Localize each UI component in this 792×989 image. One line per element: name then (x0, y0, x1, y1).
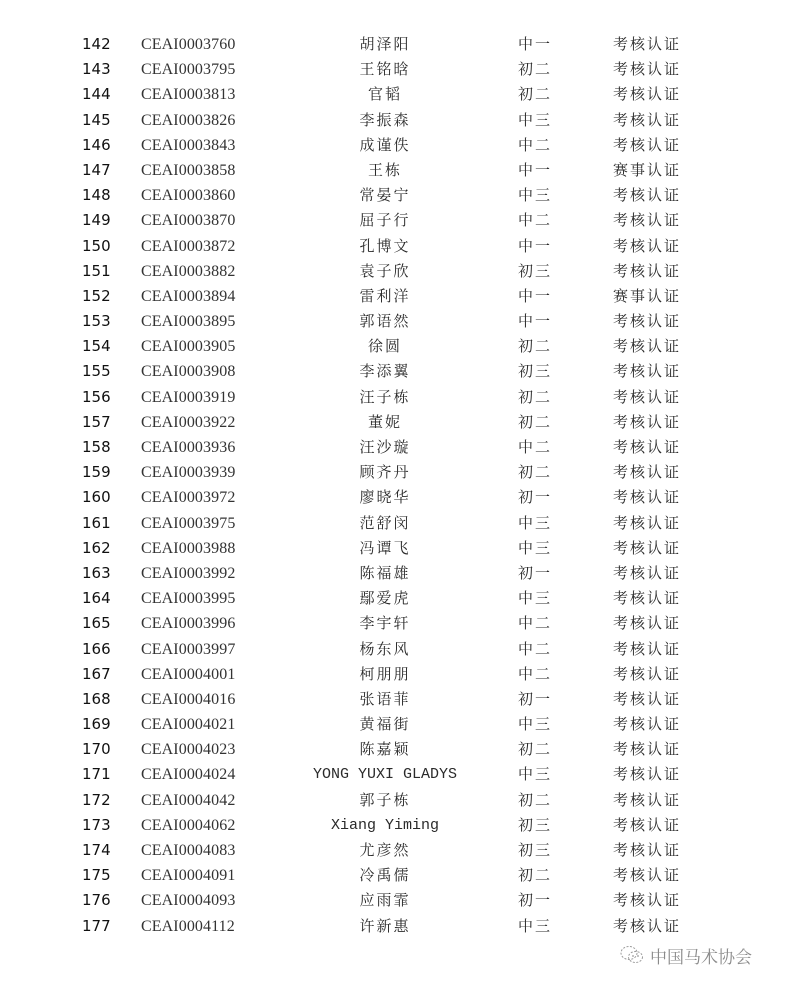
person-name: 廖晓华 (359, 488, 411, 507)
person-name: 郭语然 (359, 312, 411, 331)
person-name: Xiang Yiming (330, 816, 440, 834)
table-row (0, 334, 792, 359)
certification-type: 考核认证 (613, 563, 682, 582)
level: 初二 (518, 85, 553, 104)
certificate-id: CEAI0003995 (141, 590, 236, 608)
certification-type: 考核认证 (613, 916, 682, 935)
level: 中三 (518, 110, 553, 129)
certification-type: 考核认证 (613, 488, 682, 507)
level: 中三 (518, 513, 553, 532)
row-number: 175 (82, 866, 111, 885)
certification-type: 考核认证 (613, 614, 682, 633)
table-row (0, 813, 792, 838)
table-row (0, 385, 792, 410)
row-number: 165 (82, 614, 111, 633)
person-name: 屈子行 (359, 211, 411, 230)
person-name: 官韬 (367, 85, 402, 104)
table-row (0, 158, 792, 183)
certification-type: 考核认证 (613, 866, 682, 885)
certification-type: 考核认证 (613, 85, 682, 104)
person-name: 常晏宁 (359, 186, 411, 205)
certificate-id: CEAI0003894 (141, 287, 236, 305)
level: 初二 (518, 412, 553, 431)
level: 初二 (518, 740, 553, 759)
person-name: 汪沙璇 (359, 438, 411, 456)
certification-type: 考核认证 (613, 211, 682, 230)
certification-type: 考核认证 (613, 841, 682, 859)
certification-type: 考核认证 (613, 639, 682, 658)
table-row (0, 485, 792, 510)
row-number: 176 (82, 891, 111, 910)
certification-table (0, 32, 792, 939)
person-name: 陈福雄 (359, 563, 411, 582)
certificate-id: CEAI0003813 (141, 86, 236, 104)
table-row (0, 511, 792, 536)
row-number: 173 (82, 815, 111, 834)
level: 中一 (518, 160, 553, 179)
certification-type: 考核认证 (613, 765, 682, 784)
certification-type: 考核认证 (613, 790, 682, 809)
person-name: 杨东风 (359, 639, 411, 658)
certification-type: 考核认证 (613, 664, 682, 683)
row-number: 155 (82, 362, 111, 381)
row-number: 170 (82, 740, 111, 759)
level: 初二 (518, 387, 553, 406)
watermark (620, 942, 752, 968)
certification-type: 考核认证 (613, 538, 682, 557)
row-number: 147 (82, 160, 111, 179)
level: 中一 (518, 236, 553, 255)
table-row (0, 259, 792, 284)
certificate-id: CEAI0003919 (141, 388, 236, 406)
certificate-id: CEAI0004083 (141, 842, 236, 859)
certificate-id: CEAI0004112 (141, 917, 235, 935)
certificate-id: CEAI0003760 (141, 36, 236, 53)
certificate-id: CEAI0003858 (141, 161, 236, 179)
certificate-id: CEAI0003975 (141, 514, 236, 532)
certification-type: 考核认证 (613, 891, 682, 910)
table-row (0, 561, 792, 586)
level: 初三 (518, 815, 553, 834)
certification-type: 考核认证 (613, 740, 682, 759)
certification-type: 赛事认证 (613, 160, 682, 179)
row-number: 153 (82, 312, 111, 331)
certificate-id: CEAI0003908 (141, 363, 236, 381)
certification-type: 赛事认证 (613, 286, 682, 305)
table-row (0, 712, 792, 737)
person-name: 王栋 (367, 160, 402, 179)
person-name: 徐圆 (367, 337, 402, 356)
certificate-id: CEAI0003895 (141, 313, 236, 331)
person-name: 黄福街 (359, 715, 411, 734)
row-number: 159 (82, 463, 111, 482)
person-name: 王铭晗 (359, 60, 411, 79)
person-name: 顾齐丹 (359, 463, 411, 482)
certification-type: 考核认证 (613, 110, 682, 129)
certification-type: 考核认证 (613, 438, 682, 456)
person-name: 许新惠 (359, 916, 411, 935)
person-name: 李振森 (359, 110, 411, 129)
certificate-id: CEAI0003905 (141, 338, 236, 356)
row-number: 149 (82, 211, 111, 230)
table-row (0, 82, 792, 107)
person-name: 柯朋朋 (359, 664, 411, 683)
level: 中二 (518, 438, 553, 456)
person-name: 李添翼 (359, 362, 411, 381)
row-number: 166 (82, 639, 111, 658)
certificate-id: CEAI0003826 (141, 111, 236, 129)
certificate-id: CEAI0003939 (141, 464, 236, 482)
person-name: 冷禹儒 (359, 866, 411, 885)
level: 中一 (518, 286, 553, 305)
certificate-id: CEAI0003988 (141, 539, 236, 557)
person-name: 董妮 (367, 412, 402, 431)
watermark-text: 中国马术协会 (650, 947, 752, 968)
table-row (0, 57, 792, 82)
level: 中三 (518, 715, 553, 734)
row-number: 172 (82, 790, 111, 809)
table-row (0, 662, 792, 687)
certificate-id: CEAI0004016 (141, 690, 236, 708)
certification-type: 考核认证 (613, 236, 682, 255)
level: 初三 (518, 261, 553, 280)
table-row (0, 208, 792, 233)
table-row (0, 762, 792, 787)
level: 中三 (518, 765, 553, 784)
certificate-id: CEAI0003795 (141, 61, 236, 79)
level: 初二 (518, 866, 553, 885)
certificate-id: CEAI0004042 (141, 791, 236, 809)
row-number: 161 (82, 513, 111, 532)
table-row (0, 788, 792, 813)
certificate-id: CEAI0003922 (141, 413, 236, 431)
row-number: 144 (82, 85, 111, 104)
row-number: 152 (82, 286, 111, 305)
certificate-id: CEAI0003992 (141, 564, 236, 582)
row-number: 146 (82, 135, 111, 154)
certificate-id: CEAI0003882 (141, 262, 236, 280)
certification-type: 考核认证 (613, 689, 682, 708)
table-row (0, 435, 792, 460)
person-name: YONG YUXI GLADYS (312, 766, 458, 784)
level: 初二 (518, 60, 553, 79)
table-row (0, 838, 792, 863)
table-row (0, 309, 792, 334)
level: 中一 (518, 35, 553, 53)
wechat-icon (620, 945, 644, 965)
certification-type: 考核认证 (613, 387, 682, 406)
table-row (0, 737, 792, 762)
certification-type: 考核认证 (613, 815, 682, 834)
level: 中三 (518, 589, 553, 608)
certificate-id: CEAI0004023 (141, 741, 236, 759)
person-name: 冯谭飞 (359, 538, 411, 557)
table-row (0, 611, 792, 636)
level: 初一 (518, 891, 553, 910)
row-number: 174 (82, 841, 111, 859)
certification-type: 考核认证 (613, 261, 682, 280)
person-name: 尤彦然 (359, 841, 411, 859)
table-row (0, 460, 792, 485)
level: 中二 (518, 614, 553, 633)
level: 中三 (518, 916, 553, 935)
level: 初一 (518, 563, 553, 582)
certificate-id: CEAI0003936 (141, 439, 236, 456)
level: 初三 (518, 362, 553, 381)
person-name: 孔博文 (359, 236, 411, 255)
certification-type: 考核认证 (613, 35, 682, 53)
person-name: 郭子栋 (359, 790, 411, 809)
certificate-id: CEAI0003997 (141, 640, 236, 658)
level: 初一 (518, 488, 553, 507)
row-number: 160 (82, 488, 111, 507)
person-name: 袁子欣 (359, 261, 411, 280)
certification-type: 考核认证 (613, 135, 682, 154)
person-name: 鄢爱虎 (359, 589, 411, 608)
level: 中二 (518, 639, 553, 658)
certificate-id: CEAI0003996 (141, 615, 236, 633)
table-row (0, 637, 792, 662)
row-number: 142 (82, 35, 111, 53)
certification-type: 考核认证 (613, 337, 682, 356)
row-number: 167 (82, 664, 111, 683)
row-number: 163 (82, 563, 111, 582)
table-row (0, 888, 792, 913)
level: 中三 (518, 186, 553, 205)
certification-type: 考核认证 (613, 186, 682, 205)
row-number: 143 (82, 60, 111, 79)
table-row (0, 586, 792, 611)
certificate-id: CEAI0003872 (141, 237, 236, 255)
person-name: 胡泽阳 (359, 35, 411, 53)
table-row (0, 536, 792, 561)
certificate-id: CEAI0004024 (141, 766, 236, 784)
level: 初三 (518, 841, 553, 859)
table-row (0, 863, 792, 888)
table-row (0, 108, 792, 133)
level: 中二 (518, 664, 553, 683)
table-row (0, 410, 792, 435)
table-row (0, 914, 792, 939)
row-number: 156 (82, 387, 111, 406)
person-name: 成谨佚 (359, 135, 411, 154)
certification-type: 考核认证 (613, 463, 682, 482)
certification-type: 考核认证 (613, 362, 682, 381)
table-row (0, 284, 792, 309)
level: 初二 (518, 790, 553, 809)
level: 初二 (518, 463, 553, 482)
person-name: 范舒闵 (359, 513, 411, 532)
row-number: 151 (82, 261, 111, 280)
row-number: 169 (82, 715, 111, 734)
table-row (0, 359, 792, 384)
certificate-id: CEAI0004091 (141, 867, 236, 885)
person-name: 李宇轩 (359, 614, 411, 633)
table-row (0, 133, 792, 158)
person-name: 应雨霏 (359, 891, 411, 910)
level: 中二 (518, 135, 553, 154)
row-number: 158 (82, 438, 111, 456)
person-name: 雷利洋 (359, 286, 411, 305)
level: 中一 (518, 312, 553, 331)
certification-type: 考核认证 (613, 513, 682, 532)
person-name: 张语菲 (359, 689, 411, 708)
certificate-id: CEAI0003870 (141, 212, 236, 230)
row-number: 164 (82, 589, 111, 608)
row-number: 145 (82, 110, 111, 129)
certification-type: 考核认证 (613, 412, 682, 431)
row-number: 168 (82, 689, 111, 708)
table-row (0, 32, 792, 57)
certificate-id: CEAI0004001 (141, 665, 236, 683)
table-row (0, 234, 792, 259)
level: 初二 (518, 337, 553, 356)
certification-type: 考核认证 (613, 60, 682, 79)
row-number: 162 (82, 538, 111, 557)
certification-type: 考核认证 (613, 312, 682, 331)
table-row (0, 687, 792, 712)
row-number: 154 (82, 337, 111, 356)
person-name: 陈嘉颖 (359, 740, 411, 759)
row-number: 148 (82, 186, 111, 205)
certificate-id: CEAI0003843 (141, 136, 236, 154)
row-number: 171 (82, 765, 111, 784)
certificate-id: CEAI0003972 (141, 489, 236, 507)
certificate-id: CEAI0004093 (141, 892, 236, 910)
certificate-id: CEAI0004021 (141, 716, 236, 734)
certificate-id: CEAI0004062 (141, 816, 236, 834)
person-name: 汪子栋 (359, 387, 411, 406)
level: 初一 (518, 689, 553, 708)
row-number: 157 (82, 412, 111, 431)
certificate-id: CEAI0003860 (141, 187, 236, 205)
row-number: 177 (82, 916, 111, 935)
row-number: 150 (82, 236, 111, 255)
certification-type: 考核认证 (613, 715, 682, 734)
level: 中三 (518, 538, 553, 557)
certification-type: 考核认证 (613, 589, 682, 608)
table-row (0, 183, 792, 208)
level: 中二 (518, 211, 553, 230)
